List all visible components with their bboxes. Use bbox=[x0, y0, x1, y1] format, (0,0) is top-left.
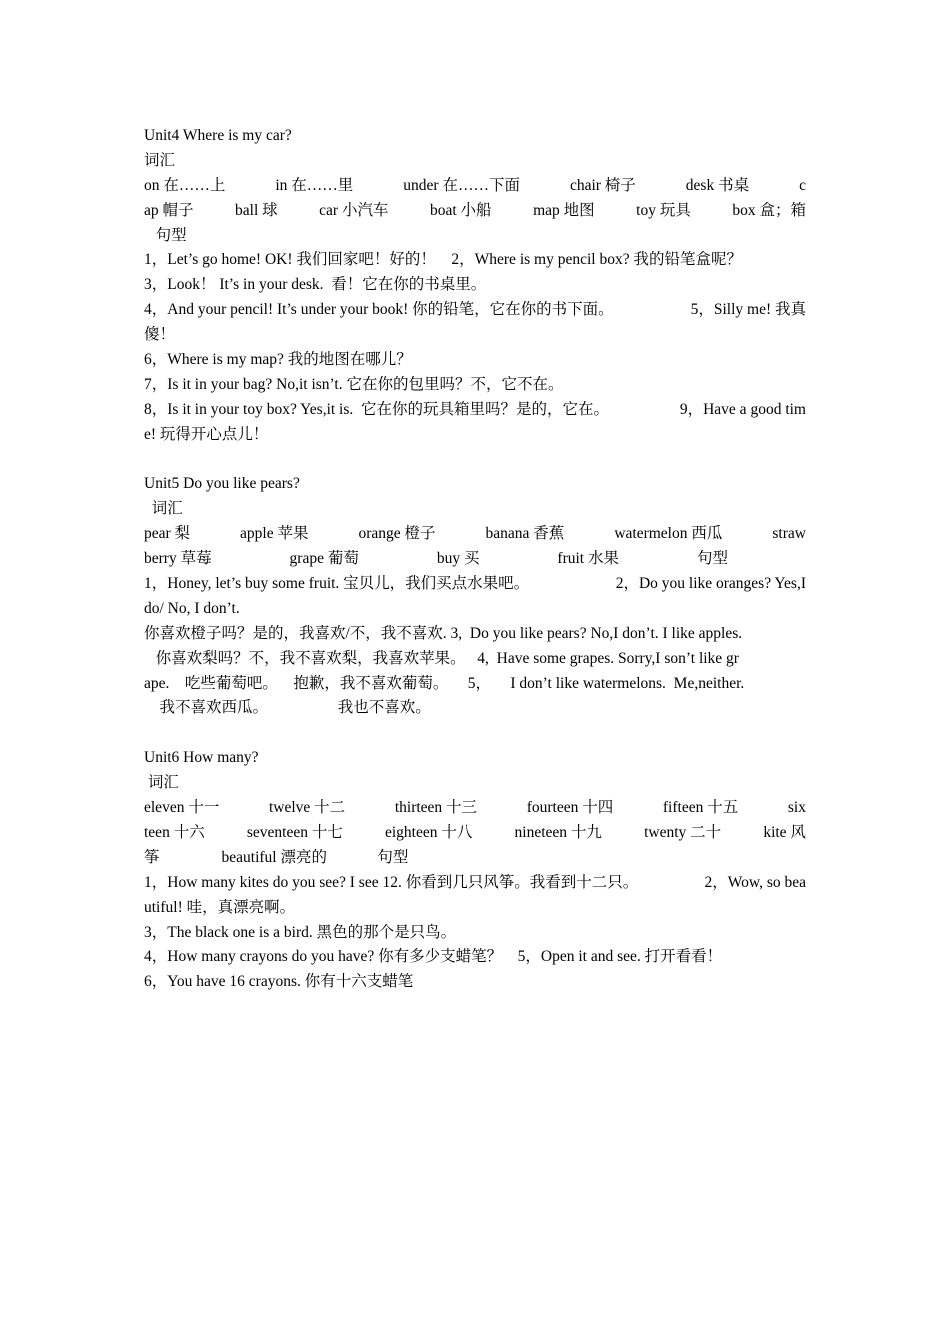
unit4-sentence-3: 3，Look！ It’s in your desk. 看！它在你的书桌里。 bbox=[144, 276, 487, 294]
unit4-sentence-heading: 句型 bbox=[144, 226, 187, 244]
unit4-sentence-8: 8，Is it in your toy box? Yes,it is. 它在你的玩具箱里吗？是的，它在。 9，Have a good tim bbox=[144, 400, 806, 418]
unit4-sentence-7: 7，Is it in your bag? No,it isn’t. 它在你的包里吗？不，它不在。 bbox=[144, 375, 564, 393]
unit5-sentence-4: ape. 吃些葡萄吧。 抱歉，我不喜欢葡萄。 5， I don’t like watermelons. Me,neither. bbox=[144, 674, 745, 692]
unit4-sentence-4-cont: 傻！ bbox=[144, 326, 176, 344]
unit5-vocab-line-1: pear 梨 apple 苹果 orange 橙子 banana 香蕉 watermelon 西瓜 straw bbox=[144, 525, 806, 543]
unit6-sentence-1: 1，How many kites do you see? I see 12. 你看到几只风筝。我看到十二只。 2，Wow, so bea bbox=[144, 873, 806, 891]
unit4-vocab-line-2: ap 帽子 ball 球 car 小汽车 boat 小船 map 地图 toy 玩具 box 盒；箱 bbox=[144, 201, 806, 219]
unit4-sentence-1: 1，Let’s go home! OK! 我们回家吧！好的！ 2，Where is my pencil box? 我的铅笔盒呢？ bbox=[144, 251, 742, 269]
unit5-sentence-1-cont: do/ No, I don’t. bbox=[144, 599, 240, 617]
unit5-sentence-5: 我不喜欢西瓜。 我也不喜欢。 bbox=[144, 699, 431, 717]
unit5-sentence-2: 你喜欢橙子吗？是的，我喜欢/不，我不喜欢. 3, Do you like pears? No,I don’t. I like apples. bbox=[144, 624, 743, 642]
unit5-vocab-line-2: berry 草莓 grape 葡萄 buy 买 fruit 水果 句型 bbox=[144, 550, 728, 568]
document-page bbox=[144, 124, 806, 995]
unit6-vocab-line-3: 筝 beautiful 漂亮的 句型 bbox=[144, 848, 409, 866]
unit6-sentence-1-cont: utiful! 哇，真漂亮啊。 bbox=[144, 898, 296, 916]
unit4-vocab-heading: 词汇 bbox=[144, 151, 176, 169]
unit6-title: Unit6 How many? bbox=[144, 749, 259, 767]
unit4-vocab-line-1: on 在……上 in 在……里 under 在……下面 chair 椅子 desk 书桌 c bbox=[144, 176, 806, 194]
spacer bbox=[144, 448, 806, 473]
unit5-title: Unit5 Do you like pears? bbox=[144, 475, 300, 493]
unit6-sentence-3: 3，The black one is a bird. 黑色的那个是只鸟。 bbox=[144, 923, 457, 941]
unit6-sentence-4: 4，How many crayons do you have? 你有多少支蜡笔？ 5，Open it and see. 打开看看！ bbox=[144, 948, 723, 966]
unit4-title: Unit4 Where is my car? bbox=[144, 127, 292, 144]
unit6-vocab-line-2: teen 十六 seventeen 十七 eighteen 十八 nineteen 十九 twenty 二十 kite 风 bbox=[144, 823, 806, 841]
unit5-vocab-heading: 词汇 bbox=[144, 500, 183, 518]
unit6-vocab-heading: 词汇 bbox=[144, 774, 179, 792]
spacer bbox=[144, 721, 806, 746]
unit6-sentence-6: 6，You have 16 crayons. 你有十六支蜡笔 bbox=[144, 973, 414, 991]
unit4-sentence-6: 6，Where is my map? 我的地图在哪儿？ bbox=[144, 351, 412, 369]
unit6-vocab-line-1: eleven 十一 twelve 十二 thirteen 十三 fourteen 十四 fifteen 十五 six bbox=[144, 799, 806, 817]
unit5-sentence-1: 1，Honey, let’s buy some fruit. 宝贝儿，我们买点水果吧。 2，Do you like oranges? Yes,I bbox=[144, 575, 806, 593]
unit5-sentence-3: 你喜欢梨吗？不，我不喜欢梨，我喜欢苹果。 4, Have some grapes. Sorry,I son’t like gr bbox=[144, 649, 739, 667]
unit4-sentence-4: 4，And your pencil! It’s under your book! 你的铅笔，它在你的书下面。 5，Silly me! 我真 bbox=[144, 301, 806, 319]
unit4-sentence-8-cont: e! 玩得开心点儿！ bbox=[144, 425, 269, 443]
